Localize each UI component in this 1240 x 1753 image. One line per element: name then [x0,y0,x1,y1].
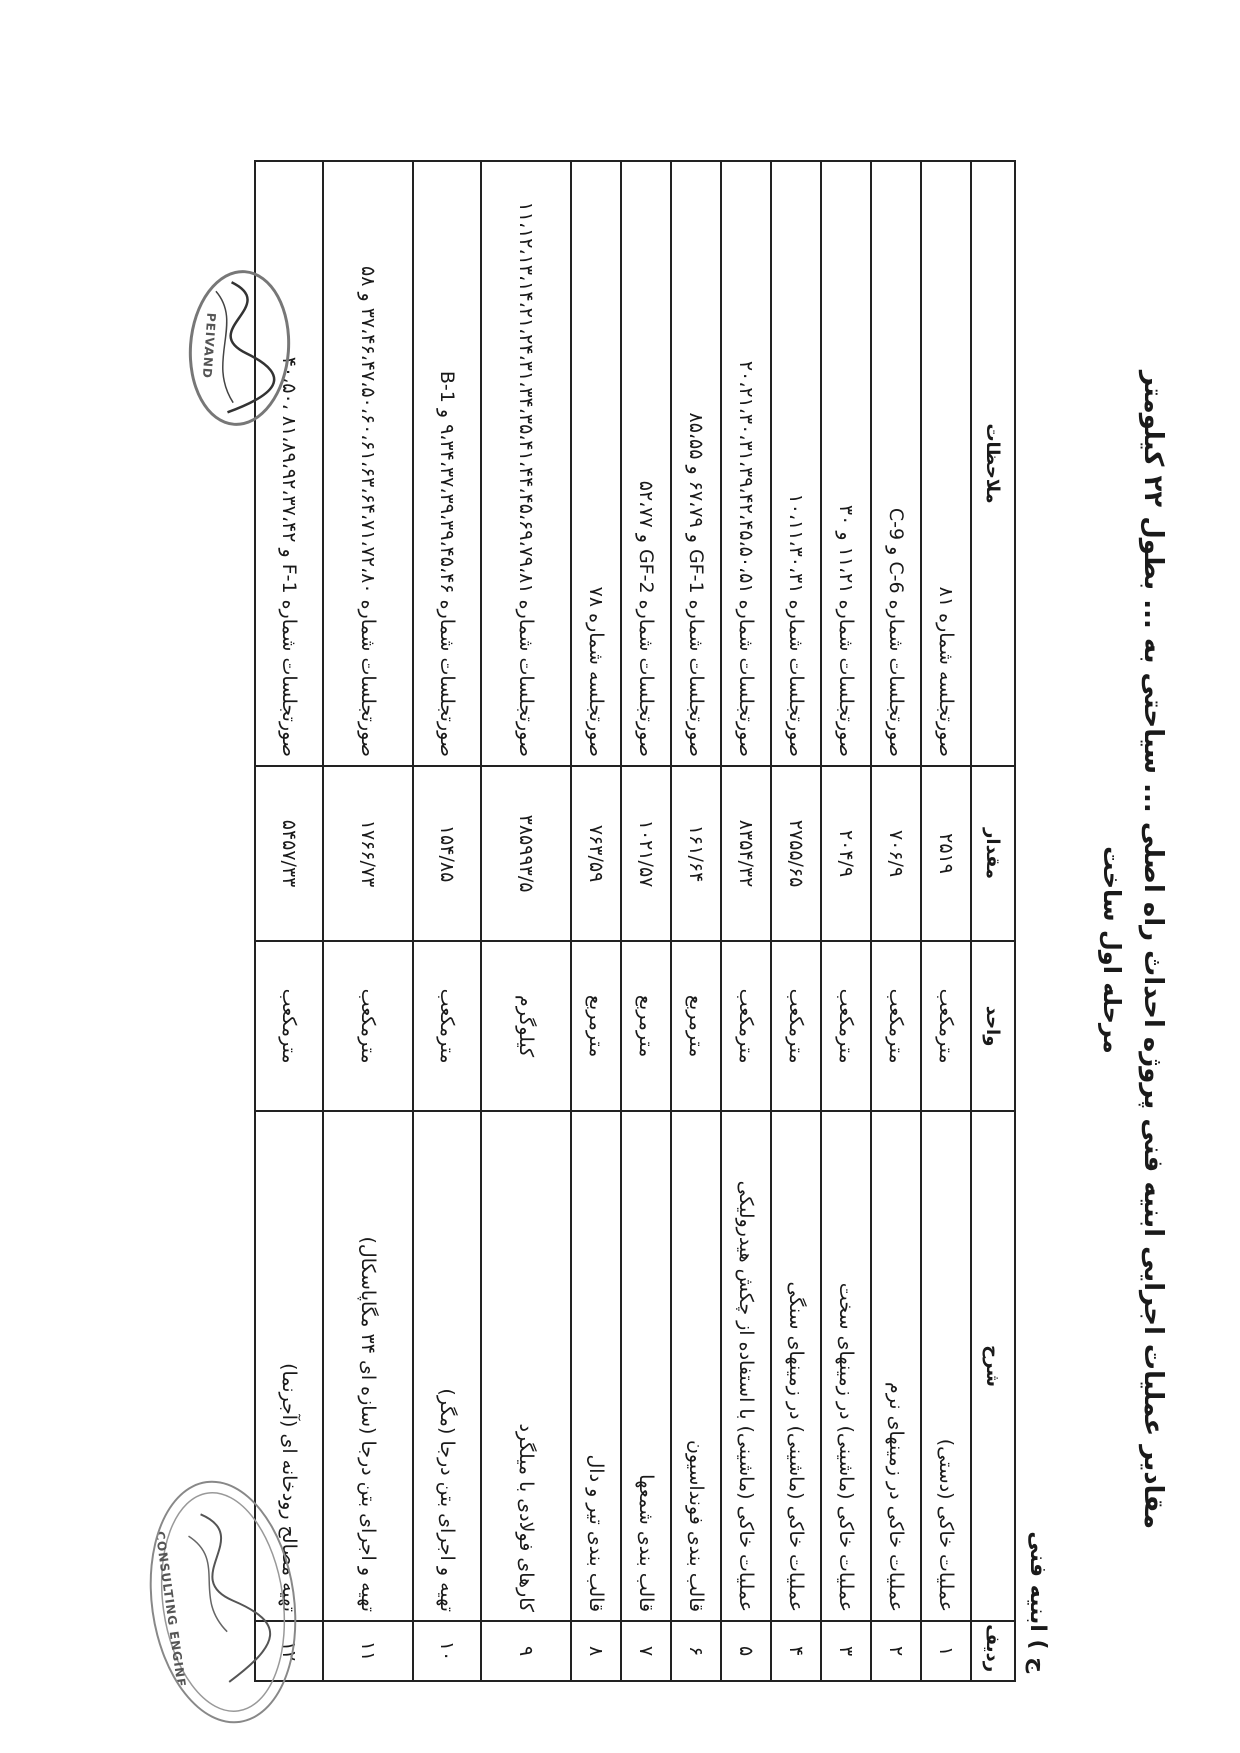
row-unit: مترمکعب [721,941,771,1111]
row-description: عملیات خاکی (ماشینی) در زمینهای سنگی [771,1111,821,1621]
row-description: کارهای فولادی با میلگرد [481,1111,571,1621]
row-unit: مترمکعب [255,941,323,1111]
row-notes: صورتجلسات شماره ۱۱،۲۱ و ۳۰ [821,161,871,766]
row-description: تهیه و اجرای بتن درجا (سازه ای ۳۴ مگاپاسکال) [323,1111,413,1621]
header-row-number: ردیف [971,1621,1015,1681]
row-number: ۶ [671,1621,721,1681]
row-quantity: ۱۶۱/۶۴ [671,766,721,941]
row-description: عملیات خاکی (ماشینی) در زمینهای سخت [821,1111,871,1621]
row-description: عملیات خاکی (ماشینی) با استفاده از چکش هیدرولیکی [721,1111,771,1621]
table-row [323,161,413,1681]
row-quantity: ۸۳۵۴/۳۲ [721,766,771,941]
row-number: ۳ [821,1621,871,1681]
table-row [621,161,671,1681]
row-description: عملیات خاکی در زمینهای نرم [871,1111,921,1621]
table-header-row [971,161,1015,1681]
table-row [671,161,721,1681]
row-unit: مترمکعب [413,941,481,1111]
table-row [571,161,621,1681]
row-number: ۸ [571,1621,621,1681]
row-number: ۱۰ [413,1621,481,1681]
row-notes: صورتجلسات شماره ۱۰،۱۱،۳۰،۳۱ [771,161,821,766]
contractor-stamp [184,267,296,430]
row-quantity: ۷۶۳/۵۹ [571,766,621,941]
row-number: ۲ [871,1621,921,1681]
row-unit: مترمربع [571,941,621,1111]
header-unit: واحد [971,941,1015,1111]
row-description: عملیات خاکی (دستی) [921,1111,971,1621]
table-caption: ج ) ابنیه فنی [1015,161,1060,1681]
table-caption-row [1015,161,1060,1681]
row-notes: صورتجلسات شماره ۱۱،۱۲،۱۳،۱۴،۲۱،۲۴،۳۱،۳۴،۳۵،۴۱،۴۴،۴۵،۶۹،۷۹،۸۱ [481,161,571,766]
row-unit: مترمکعب [323,941,413,1111]
table-row [771,161,821,1681]
table-row [871,161,921,1681]
row-notes: صورتجلسه شماره ۷۸ [571,161,621,766]
row-number: ۵ [721,1621,771,1681]
rotated-document [152,150,1190,1690]
row-quantity: ۱۵۴/۸۵ [413,766,481,941]
row-number: ۱ [921,1621,971,1681]
row-number: ۹ [481,1621,571,1681]
row-quantity: ۷۰۶/۹ [871,766,921,941]
row-quantity: ۳۸۵۹۹۳/۵ [481,766,571,941]
row-notes: صورتجلسات شماره ۲۰،۲۱،۳۰،۳۱،۳۹،۴۲،۴۵،۵۰،۵۱ [721,161,771,766]
document-subtitle: مرحله اول ساخت [1098,846,1126,1054]
row-notes: صورتجلسات شماره GF-2 و ۵۲،۷۷ [621,161,671,766]
row-unit: مترمربع [671,941,721,1111]
row-notes: صورتجلسات شماره GF-1 و ۶۷،۷۹ و ۸۵،۵۵ [671,161,721,766]
row-number: ۱۲ [255,1621,323,1681]
row-unit: مترمکعب [921,941,971,1111]
row-quantity: ۱۷۶۶/۷۳ [323,766,413,941]
row-notes: صورتجلسات شماره F-1 و ۸۱،۸۹،۹۲،۳۷،۴۲ ،۴۰،۵۰ [255,161,323,766]
row-notes: صورتجلسه شماره ۸۱ [921,161,971,766]
row-description: قالب بندی فونداسیون [671,1111,721,1621]
row-quantity: ۲۷۵۵/۶۵ [771,766,821,941]
document-title: مقادیر عملیات اجرایی ابنیه فنی پروژه احداث راه اصلی ... سیاحتی به ... بطول ۲۲ کیلومتر [1138,370,1168,1530]
row-notes: صورتجلسات شماره ۳۷،۴۶،۴۷،۵۰،۶۰،۶۱،۶۳،۶۴،۷۱،۷۲،۸۰ و ۵۸ [323,161,413,766]
row-number: ۴ [771,1621,821,1681]
row-unit: مترمربع [621,941,671,1111]
row-unit: کیلوگرم [481,941,571,1111]
row-quantity: ۲۵۱۹ [921,766,971,941]
row-number: ۷ [621,1621,671,1681]
quantities-table [254,160,1060,1682]
row-quantity: ۲۰۴/۹ [821,766,871,941]
table-row [413,161,481,1681]
row-quantity: ۱۰۲۱/۵۷ [621,766,671,941]
row-quantity: ۵۴۵۷/۳۳ [255,766,323,941]
row-number: ۱۱ [323,1621,413,1681]
header-notes: ملاحظات [971,161,1015,766]
row-unit: مترمکعب [821,941,871,1111]
header-quantity: مقدار [971,766,1015,941]
consultant-stamp-text: CONSULTING ENGINE [152,1530,189,1689]
row-notes: صورتجلسات شماره ۹،۳۴،۳۷،۳۹،۳۹،۴۵،۴۶ و B-1 [413,161,481,766]
table-row [721,161,771,1681]
table-row [481,161,571,1681]
row-description: قالب بندی شمعها [621,1111,671,1621]
row-description: تهیه مصالح رودخانه ای (آجرنما) [255,1111,323,1621]
row-notes: صورتجلسات شماره C-6 و C-9 [871,161,921,766]
row-description: قالب بندی تیر و دال [571,1111,621,1621]
contractor-stamp-text: PEIVAND [199,312,219,380]
row-unit: مترمکعب [771,941,821,1111]
row-description: تهیه و اجرای بتن درجا (مگر) [413,1111,481,1621]
header-description: شرح [971,1111,1015,1621]
table-row [921,161,971,1681]
row-unit: مترمکعب [871,941,921,1111]
table-row [821,161,871,1681]
